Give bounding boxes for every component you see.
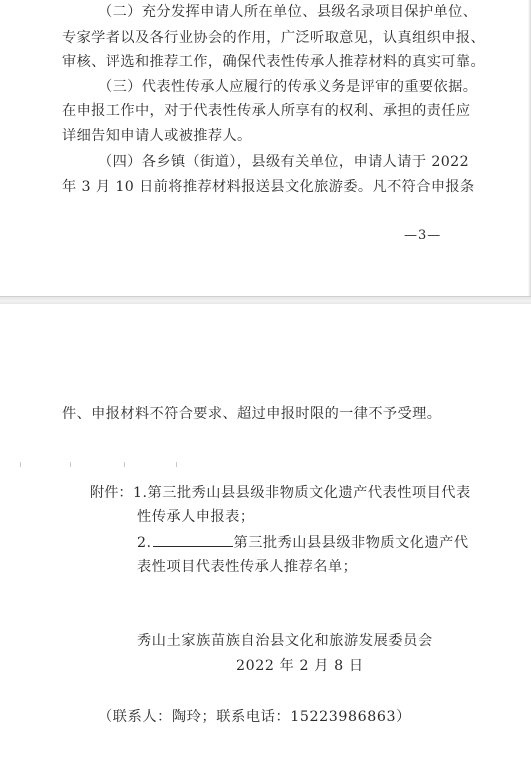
attachment-2-number: 2. (137, 535, 152, 551)
continuation-line: 件、申报材料不符合要求、超过申报时限的一律不予受理。 (62, 406, 442, 422)
scan-speck (70, 462, 71, 467)
paragraph-3-line-3: 详细告知申请人或被推荐人。 (62, 128, 252, 144)
scan-speck (176, 462, 177, 467)
issuing-organization: 秀山土家族苗族自治县文化和旅游发展委员会 (137, 633, 433, 649)
attachment-1-line-1: 1.第三批秀山县县级非物质文化遗产代表性项目代表 (133, 485, 471, 501)
paragraph-4-line-1: （四）各乡镇（街道），县级有关单位，申请人请于 2022 (98, 154, 470, 170)
page-number: —3— (404, 228, 442, 243)
attachment-2-line-1 (137, 532, 469, 552)
paragraph-2-line-3: 审核、评选和推荐工作，确保代表性传承人推荐材料的真实可靠。 (62, 54, 486, 70)
paragraph-3-line-2: 在申报工作中，对于代表性传承人所享有的权利、承担的责任应 (62, 103, 471, 119)
attachment-2-line-2: 表性项目代表性传承人推荐名单； (137, 559, 358, 575)
scan-speck (20, 462, 21, 467)
attachment-2-title: 第三批秀山县县级非物质文化遗产代 (233, 535, 469, 551)
paragraph-4-line-2: 年 3 月 10 日前将推荐材料报送县文化旅游委。凡不符合申报条 (62, 179, 475, 195)
paragraph-2-line-2: 专家学者以及各行业协会的作用，广泛听取意见，认真组织申报、 (62, 30, 486, 46)
attachment-label: 附件： (90, 485, 133, 501)
contact-info: （联系人：陶玲；联系电话：15223986863） (98, 709, 411, 725)
paragraph-3-line-1: （三）代表性传承人应履行的传承义务是评审的重要依据。 (98, 79, 478, 95)
attachment-2-blank-underline (153, 532, 233, 547)
issue-date: 2022 年 2 月 8 日 (236, 658, 364, 674)
scan-speck (124, 462, 125, 467)
paragraph-2-line-1: （二）充分发挥申请人所在单位、县级名录项目保护单位、 (98, 4, 478, 20)
attachment-1-line-2: 性传承人申报表； (137, 509, 255, 525)
